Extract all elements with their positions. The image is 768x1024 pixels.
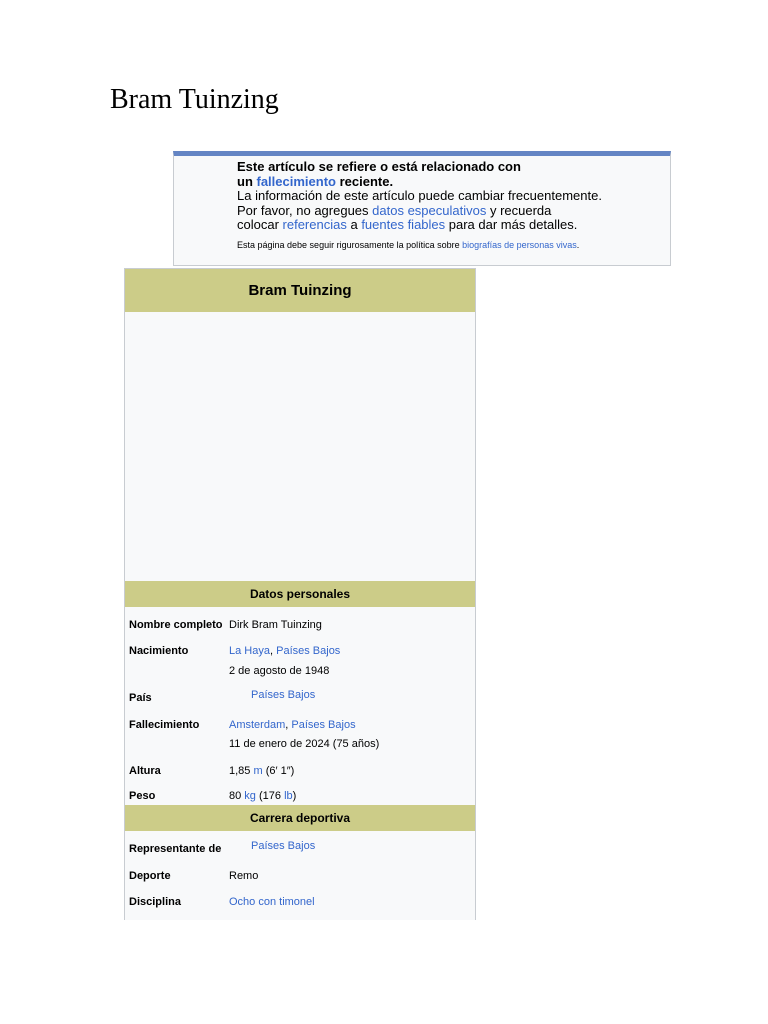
- kg-link[interactable]: kg: [244, 790, 256, 802]
- amsterdam-link[interactable]: Amsterdam: [229, 719, 286, 731]
- altura-imperial: (6′ 1″): [262, 765, 295, 777]
- notice-text: un: [237, 173, 257, 189]
- section-carrera-deportiva: Carrera deportiva: [125, 805, 475, 831]
- row-deporte: [125, 870, 475, 882]
- value-altura: [229, 765, 475, 777]
- fallecimiento-place: Amsterdam, Países Bajos: [229, 719, 356, 731]
- notice-line-4: [237, 204, 667, 219]
- paises-bajos-link[interactable]: Países Bajos: [276, 645, 341, 657]
- label-representante: Representante de: [129, 843, 222, 855]
- row-fallecimiento: [125, 719, 475, 750]
- referencias-link[interactable]: referencias: [282, 217, 347, 232]
- row-peso: [125, 790, 475, 802]
- value-nombre: Dirk Bram Tuinzing: [229, 619, 322, 631]
- notice-line-5: [237, 218, 667, 233]
- metro-link[interactable]: m: [253, 765, 263, 777]
- label-deporte: Deporte: [129, 870, 171, 882]
- value-fallecimiento: [229, 719, 475, 750]
- value-peso: [229, 790, 475, 802]
- la-haya-link[interactable]: La Haya: [229, 645, 270, 657]
- notice-text: Esta página debe seguir rigurosamente la política sobre: [237, 239, 463, 250]
- notice-text: colocar: [237, 217, 283, 232]
- label-nacimiento: Nacimiento: [129, 645, 189, 657]
- notice-text: Por favor, no agregues: [237, 202, 373, 218]
- fuentes-fiables-link[interactable]: fuentes fiables: [361, 217, 446, 232]
- value-disciplina: [229, 896, 475, 908]
- nacimiento-place: La Haya, Países Bajos: [229, 645, 341, 657]
- label-nombre: Nombre completo: [129, 619, 223, 631]
- notice-text: y recuerda: [486, 202, 552, 218]
- row-disciplina: [125, 896, 475, 908]
- paises-bajos-link[interactable]: Países Bajos: [291, 719, 356, 731]
- row-pais: [125, 689, 475, 704]
- value-nacimiento: [229, 645, 475, 677]
- notice-line-3: La información de este artículo puede cambiar frecuentemente.: [237, 188, 602, 203]
- notice-line-1: Este artículo se refiere o está relacionado con: [237, 159, 521, 174]
- altura-number: 1,85: [229, 765, 254, 777]
- biografias-link[interactable]: biografías de personas vivas: [462, 239, 577, 250]
- label-altura: Altura: [129, 765, 161, 777]
- label-disciplina: Disciplina: [129, 896, 181, 908]
- notice-text: a: [346, 217, 362, 232]
- fallecimiento-date: 11 de enero de 2024 (75 años): [229, 738, 380, 750]
- row-nacimiento: [125, 645, 475, 677]
- datos-especulativos-link[interactable]: datos especulativos: [372, 202, 487, 218]
- nacimiento-date: 2 de agosto de 1948: [229, 665, 330, 677]
- notice-body: [237, 160, 667, 251]
- representante-link[interactable]: Países Bajos: [251, 840, 316, 852]
- value-representante: [229, 840, 475, 855]
- pais-link[interactable]: Países Bajos: [251, 689, 316, 701]
- row-nombre: [125, 619, 475, 631]
- peso-text: ): [292, 790, 297, 802]
- notice-line-2: [237, 175, 667, 190]
- ocho-con-timonel-link[interactable]: Ocho con timonel: [229, 896, 315, 908]
- infobox-title: Bram Tuinzing: [125, 269, 475, 312]
- infobox-image-area: [125, 312, 475, 581]
- value-pais: [229, 689, 475, 704]
- lb-link[interactable]: lb: [284, 790, 293, 802]
- label-pais: País: [129, 692, 152, 704]
- label-fallecimiento: Fallecimiento: [129, 719, 200, 731]
- recent-death-notice: [173, 151, 671, 266]
- notice-text: para dar más detalles.: [445, 217, 578, 232]
- notice-small-print: [237, 239, 667, 251]
- notice-text: reciente.: [335, 173, 394, 189]
- peso-text: (176: [255, 790, 285, 802]
- page-title: Bram Tuinzing: [110, 84, 279, 115]
- label-peso: Peso: [129, 790, 156, 802]
- peso-number: 80: [229, 790, 245, 802]
- notice-text: .: [576, 239, 580, 250]
- fallecimiento-link[interactable]: fallecimiento: [256, 173, 336, 189]
- value-deporte: Remo: [229, 870, 259, 882]
- row-representante: [125, 840, 475, 855]
- section-datos-personales: Datos personales: [125, 581, 475, 607]
- infobox: [124, 268, 476, 920]
- row-altura: [125, 765, 475, 777]
